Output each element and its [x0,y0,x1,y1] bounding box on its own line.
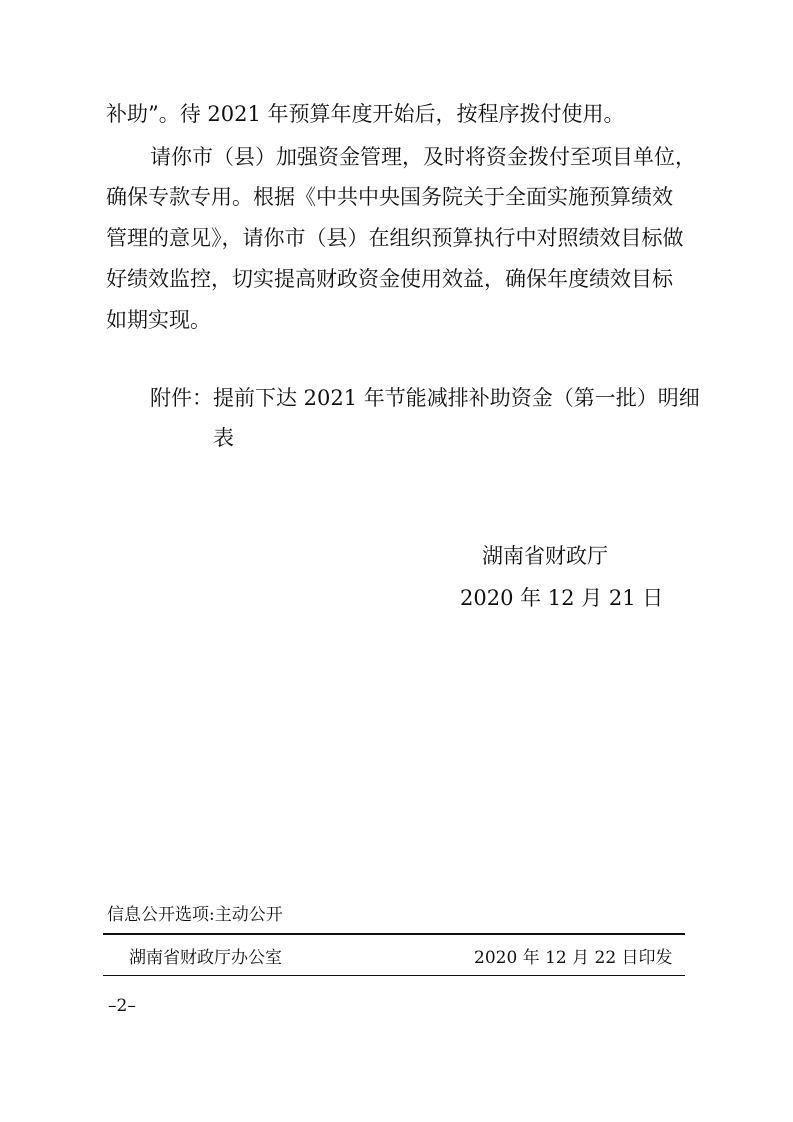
paragraph-line-2: 确保专款专用。根据《中共中央国务院关于全面实施预算绩效 [106,185,673,209]
paragraph-line-1: 请你市（县）加强资金管理，及时将资金拨付至项目单位， [150,145,696,169]
page-number: –2– [108,996,136,1016]
signature-organization: 湖南省财政厅 [482,544,608,568]
paragraph-continuation: 补助”。待 2021 年预算年度开始后，按程序拨付使用。 [106,102,625,126]
paragraph-line-4: 好绩效监控，切实提高财政资金使用效益，确保年度绩效目标 [106,267,673,291]
disclosure-option: 信息公开选项:主动公开 [107,905,283,925]
issuing-office: 湖南省财政厅办公室 [129,948,282,968]
attachment-line-2: 表 [213,426,234,450]
attachment-line-1: 附件：提前下达 2021 年节能减排补助资金（第一批）明细 [150,386,700,410]
paragraph-line-3: 管理的意见》，请你市（县）在组织预算执行中对照绩效目标做 [106,226,684,250]
paragraph-line-5: 如期实现。 [106,308,211,332]
print-date: 2020 年 12 月 22 日印发 [474,948,673,968]
footer-rule-bottom [103,975,685,976]
signature-date: 2020 年 12 月 21 日 [460,586,664,610]
footer-rule-top [103,933,685,935]
